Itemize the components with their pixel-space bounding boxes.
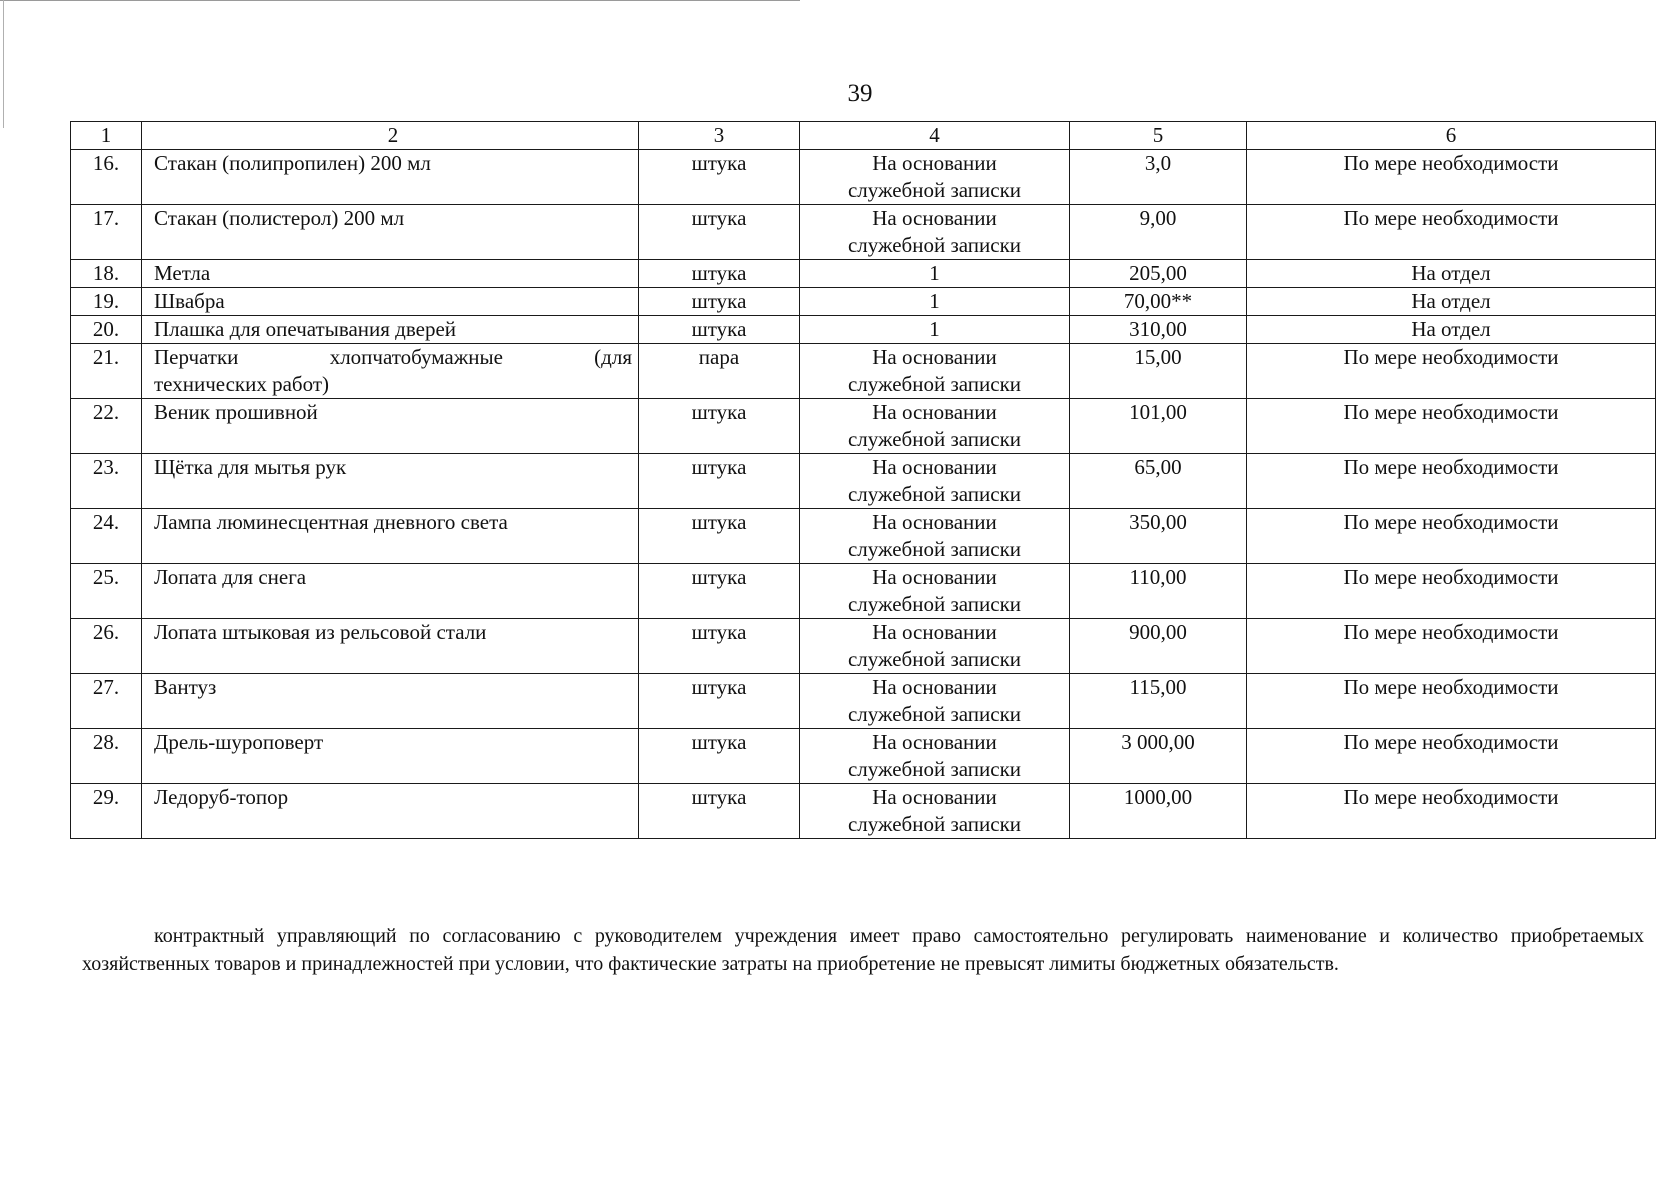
table-row [71, 288, 1656, 316]
item-name: Дрель-шуроповерт [142, 729, 639, 784]
norm-line: На основании [872, 565, 997, 589]
item-term: По мере необходимости [1247, 399, 1656, 454]
row-number: 20. [71, 316, 142, 344]
table-row [71, 784, 1656, 839]
item-norm [800, 399, 1070, 454]
item-term: По мере необходимости [1247, 205, 1656, 260]
item-term: По мере необходимости [1247, 564, 1656, 619]
item-unit: штука [639, 288, 800, 316]
row-number: 17. [71, 205, 142, 260]
item-unit: пара [639, 344, 800, 399]
item-term: По мере необходимости [1247, 454, 1656, 509]
item-name: Щётка для мытья рук [142, 454, 639, 509]
item-price: 9,00 [1070, 205, 1247, 260]
item-price: 110,00 [1070, 564, 1247, 619]
item-term: На отдел [1247, 260, 1656, 288]
item-term: По мере необходимости [1247, 344, 1656, 399]
table-row [71, 564, 1656, 619]
table-row [71, 619, 1656, 674]
table-row [71, 205, 1656, 260]
table-row [71, 729, 1656, 784]
table-row [71, 344, 1656, 399]
item-unit: штука [639, 205, 800, 260]
table-header-row [71, 122, 1656, 150]
item-name: Стакан (полипропилен) 200 мл [142, 150, 639, 205]
item-name: Метла [142, 260, 639, 288]
item-norm [800, 729, 1070, 784]
item-price: 3,0 [1070, 150, 1247, 205]
item-price: 205,00 [1070, 260, 1247, 288]
norm-line: На основании [872, 151, 997, 175]
item-price: 3 000,00 [1070, 729, 1247, 784]
item-term: На отдел [1247, 288, 1656, 316]
item-name: Веник прошивной [142, 399, 639, 454]
norm-line: служебной записки [847, 372, 1022, 396]
item-unit: штука [639, 260, 800, 288]
row-number: 21. [71, 344, 142, 399]
item-term: По мере необходимости [1247, 509, 1656, 564]
norm-line: На основании [872, 455, 997, 479]
row-number: 29. [71, 784, 142, 839]
table-row [71, 316, 1656, 344]
norm-line: служебной записки [847, 702, 1022, 726]
item-price: 115,00 [1070, 674, 1247, 729]
norm-line: служебной записки [847, 757, 1022, 781]
row-number: 28. [71, 729, 142, 784]
item-unit: штука [639, 564, 800, 619]
item-term: По мере необходимости [1247, 729, 1656, 784]
item-name: Стакан (полистерол) 200 мл [142, 205, 639, 260]
item-norm: 1 [800, 288, 1070, 316]
table-row [71, 509, 1656, 564]
table-row [71, 260, 1656, 288]
item-name: Ледоруб-топор [142, 784, 639, 839]
row-number: 27. [71, 674, 142, 729]
norm-line: служебной записки [847, 427, 1022, 451]
norm-line: На основании [872, 206, 997, 230]
item-price: 1000,00 [1070, 784, 1247, 839]
item-name: Лопата штыковая из рельсовой стали [142, 619, 639, 674]
item-term: По мере необходимости [1247, 784, 1656, 839]
norm-line: На основании [872, 510, 997, 534]
item-unit: штука [639, 454, 800, 509]
table-row [71, 399, 1656, 454]
norm-line: служебной записки [847, 647, 1022, 671]
item-norm [800, 509, 1070, 564]
item-unit: штука [639, 784, 800, 839]
item-name [142, 344, 639, 399]
item-unit: штука [639, 316, 800, 344]
item-unit: штука [639, 674, 800, 729]
row-number: 23. [71, 454, 142, 509]
row-number: 24. [71, 509, 142, 564]
item-norm [800, 205, 1070, 260]
norm-line: служебной записки [847, 482, 1022, 506]
item-unit: штука [639, 729, 800, 784]
item-name: Швабра [142, 288, 639, 316]
footnote-paragraph: контрактный управляющий по согласованию с руководителем учреждения имеет право самостоятельно регулировать наименование и количество приобретаемых хозяйственных товаров и принадлежностей при условии, что фактические затраты на приобретение не превысят лимиты бюджетных обязательств. [82, 925, 1644, 975]
norm-line: служебной записки [847, 812, 1022, 836]
item-norm [800, 454, 1070, 509]
norm-line: служебной записки [847, 233, 1022, 257]
item-price: 101,00 [1070, 399, 1247, 454]
norm-line: На основании [872, 345, 997, 369]
item-term: По мере необходимости [1247, 619, 1656, 674]
norm-line: На основании [872, 400, 997, 424]
scan-border-top [0, 0, 800, 1]
item-norm [800, 150, 1070, 205]
column-header: 2 [142, 122, 639, 150]
column-header: 4 [800, 122, 1070, 150]
item-norm [800, 784, 1070, 839]
item-norm: 1 [800, 316, 1070, 344]
item-unit: штука [639, 150, 800, 205]
column-header: 3 [639, 122, 800, 150]
item-norm [800, 344, 1070, 399]
row-number: 25. [71, 564, 142, 619]
column-header: 6 [1247, 122, 1656, 150]
column-header: 1 [71, 122, 142, 150]
row-number: 26. [71, 619, 142, 674]
norm-line: На основании [872, 730, 997, 754]
item-unit: штука [639, 509, 800, 564]
item-unit: штука [639, 399, 800, 454]
table-row [71, 674, 1656, 729]
scan-border-left [3, 0, 4, 128]
supplies-table [70, 121, 1656, 839]
norm-line: На основании [872, 620, 997, 644]
item-norm: 1 [800, 260, 1070, 288]
norm-line: служебной записки [847, 178, 1022, 202]
item-name-line: Перчатки хлопчатобумажные (для [154, 345, 632, 369]
item-name: Плашка для опечатывания дверей [142, 316, 639, 344]
row-number: 16. [71, 150, 142, 205]
norm-line: На основании [872, 785, 997, 809]
item-norm [800, 564, 1070, 619]
row-number: 19. [71, 288, 142, 316]
table-row [71, 454, 1656, 509]
norm-line: На основании [872, 675, 997, 699]
item-term: По мере необходимости [1247, 150, 1656, 205]
row-number: 18. [71, 260, 142, 288]
table-row [71, 150, 1656, 205]
page-number: 39 [847, 80, 873, 107]
item-term: По мере необходимости [1247, 674, 1656, 729]
item-name: Лампа люминесцентная дневного света [142, 509, 639, 564]
item-price: 15,00 [1070, 344, 1247, 399]
item-unit: штука [639, 619, 800, 674]
item-price: 310,00 [1070, 316, 1247, 344]
item-name: Лопата для снега [142, 564, 639, 619]
item-price: 65,00 [1070, 454, 1247, 509]
item-name: Вантуз [142, 674, 639, 729]
item-price: 70,00** [1070, 288, 1247, 316]
norm-line: служебной записки [847, 592, 1022, 616]
item-name-line: технических работ) [154, 372, 330, 396]
item-norm [800, 674, 1070, 729]
row-number: 22. [71, 399, 142, 454]
column-header: 5 [1070, 122, 1247, 150]
item-term: На отдел [1247, 316, 1656, 344]
norm-line: служебной записки [847, 537, 1022, 561]
item-price: 900,00 [1070, 619, 1247, 674]
item-norm [800, 619, 1070, 674]
item-price: 350,00 [1070, 509, 1247, 564]
